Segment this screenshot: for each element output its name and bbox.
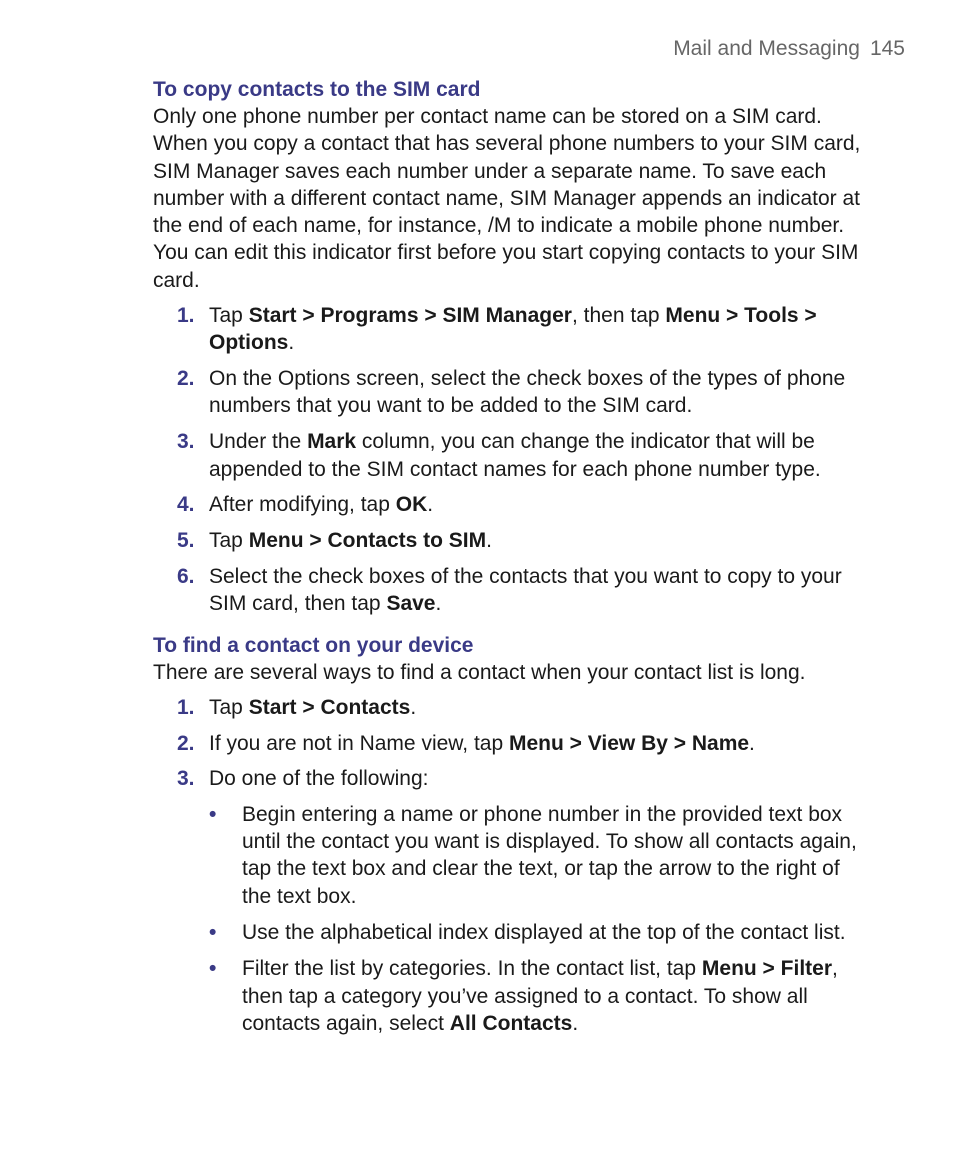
step-item [153,428,873,483]
step-bold-text: Menu > Contacts to SIM [248,529,487,553]
step-item [153,694,873,721]
step-text: Tap [209,529,249,553]
step-item [153,365,873,420]
step-text: . [288,331,295,355]
step-text: If you are not in Name view, tap [209,731,509,755]
section-copy-contacts-to-sim [153,76,873,618]
step-number: 5. [177,529,195,553]
section-heading: To copy contacts to the SIM card [153,78,481,101]
bullet-icon: • [209,957,217,981]
bullet-icon: • [209,802,217,826]
step-text: . [427,493,434,517]
step-item [153,491,873,518]
bullet-text: Begin entering a name or phone number in the provided text box until the contact you want is displayed. To show all contacts again, tap the text box and clear the text, or tap the arrow to the right of the text box. [242,802,857,908]
bullet-item [209,801,873,910]
bullet-text: . [572,1011,579,1035]
step-bold-text: Start > Contacts [248,695,411,719]
step-list [153,694,873,1037]
step-text: . [749,731,755,755]
page-number: 145 [869,37,905,60]
step-text: Under the [209,430,308,454]
step-bold-text: Menu > View By > Name [509,731,750,755]
step-text: Tap [209,695,249,719]
step-bold-text: OK [395,493,428,517]
step-item [153,527,873,554]
section-intro: Only one phone number per contact name can be stored on a SIM card. When you copy a contact that has several phone numbers to your SIM card, SIM Manager saves each number under a separate name. To save each number with a different contact name, SIM Manager appends an indicator at the end of each name, for instance, /M to indicate a mobile phone number. You can edit this indicator first before you start copying contacts to your SIM card. [153,105,861,292]
step-text: . [435,592,442,616]
step-bold-text: Start > Programs > SIM Manager [248,304,572,328]
bullet-text: , then tap a category you’ve assigned to a contact. To show all contacts again, select [242,957,838,1035]
step-number: 4. [177,493,195,517]
step-text: Tap [209,304,249,328]
page-content [153,76,873,1046]
step-item [153,730,873,757]
step-text: . [486,529,492,553]
bullet-list [209,801,873,1037]
bullet-text: Use the alphabetical index displayed at the top of the contact list. [242,920,846,944]
step-bold-text: Mark [307,430,357,454]
step-number: 3. [177,767,195,791]
section-intro: There are several ways to find a contact when your contact list is long. [153,660,806,684]
step-number: 1. [177,304,195,328]
bullet-bold-text: Menu > Filter [701,957,832,981]
step-text: , then tap [571,304,666,328]
step-bold-text: Menu > Tools > Options [209,304,817,355]
step-list [153,302,873,617]
section-heading: To find a contact on your device [153,633,474,657]
step-text: Select the check boxes of the contacts that you want to copy to your SIM card, then tap [209,564,842,616]
step-number: 2. [177,731,195,755]
step-item [153,765,873,1037]
step-number: 2. [177,367,195,391]
step-item [153,563,873,618]
step-text: After modifying, tap [209,493,396,517]
bullet-item [209,955,873,1037]
step-number: 1. [177,695,195,719]
step-bold-text: Save [386,592,436,616]
step-number: 3. [177,430,195,454]
step-number: 6. [177,564,195,588]
step-text: . [410,695,417,719]
bullet-bold-text: All Contacts [449,1011,573,1035]
bullet-text: Filter the list by categories. In the contact list, tap [242,957,702,981]
step-item [153,302,873,357]
section-find-contact [153,632,873,1038]
running-header [673,36,905,61]
step-text: On the Options screen, select the check boxes of the types of phone numbers that you want to be added to the SIM card. [209,367,846,418]
step-text: Do one of the following: [209,767,429,791]
step-text: column, you can change the indicator that will be appended to the SIM contact names for each phone number type. [209,430,821,481]
bullet-item [209,919,873,946]
bullet-icon: • [209,920,217,944]
header-section-title: Mail and Messaging [673,37,860,60]
